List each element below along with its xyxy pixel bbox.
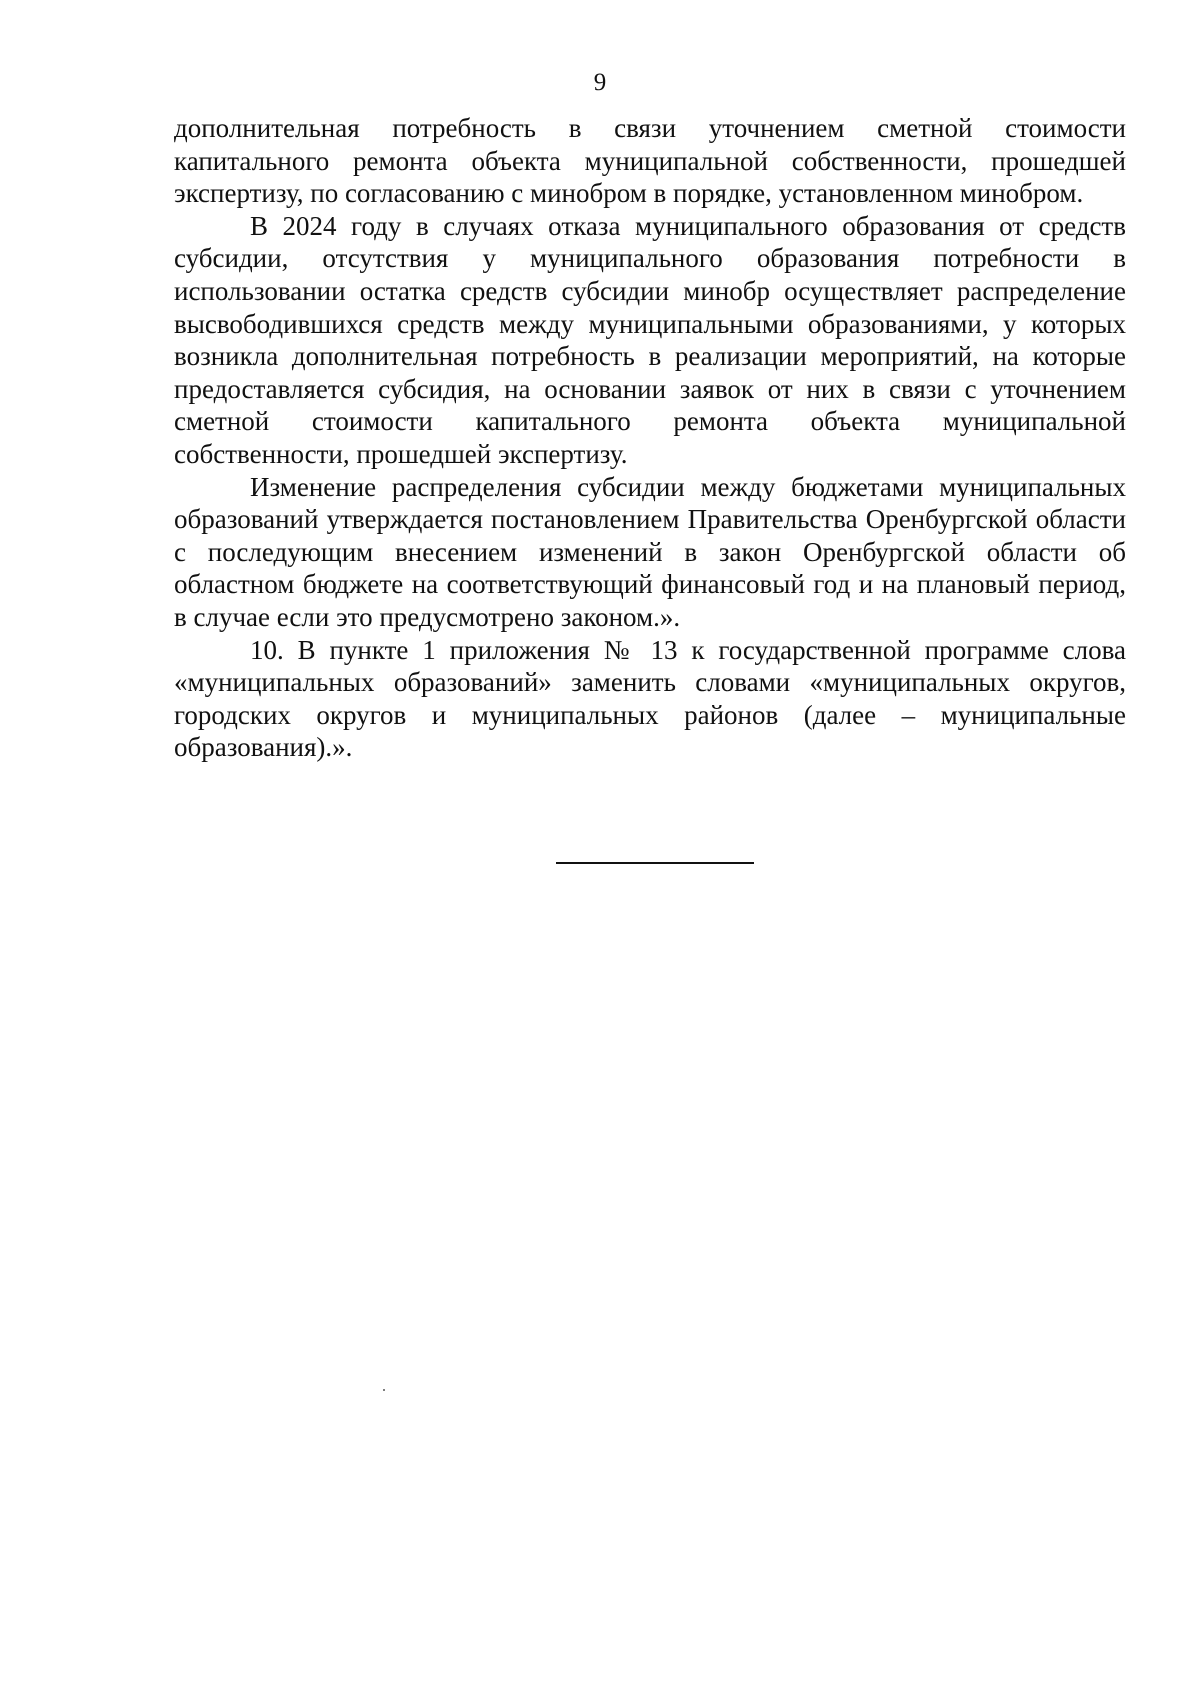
document-body	[174, 112, 1126, 764]
paragraph-item-10: 10. В пункте 1 приложения № 13 к государственной программе слова «муниципальных образований» заменить словами «муниципальных округов, городских округов и муниципальных районов (далее – муниципальные образования).».	[174, 634, 1126, 763]
paragraph-2024-redistribution: В 2024 году в случаях отказа муниципального образования от средств субсидии, отсутствия у муниципального образования потребности в использовании остатка средств субсидии минобр осуществляет распределение высвободившихся средств между муниципальными образованиями, у которых возникла дополнительная потребность в реализации мероприятий, на которые предоставляется субсидия, на основании заявок от них в связи с уточнением сметной стоимости капитального ремонта объекта муниципальной собственности, прошедшей экспертизу.	[174, 210, 1126, 469]
paragraph-distribution-change: Изменение распределения субсидии между бюджетами муниципальных образований утверждается постановлением Правительства Оренбургской области с последующим внесением изменений в закон Оренбургской области об областном бюджете на соответствующий финансовый год и на плановый период, в случае если это предусмотрено законом.».	[174, 471, 1126, 632]
page-number: 9	[593, 69, 607, 96]
scan-speck	[383, 1389, 385, 1391]
end-separator-line	[556, 862, 754, 864]
paragraph-continuation: дополнительная потребность в связи уточнением сметной стоимости капитального ремонта объекта муниципальной собственности, прошедшей экспертизу, по согласованию с минобром в порядке, установленном минобром.	[174, 113, 1126, 209]
